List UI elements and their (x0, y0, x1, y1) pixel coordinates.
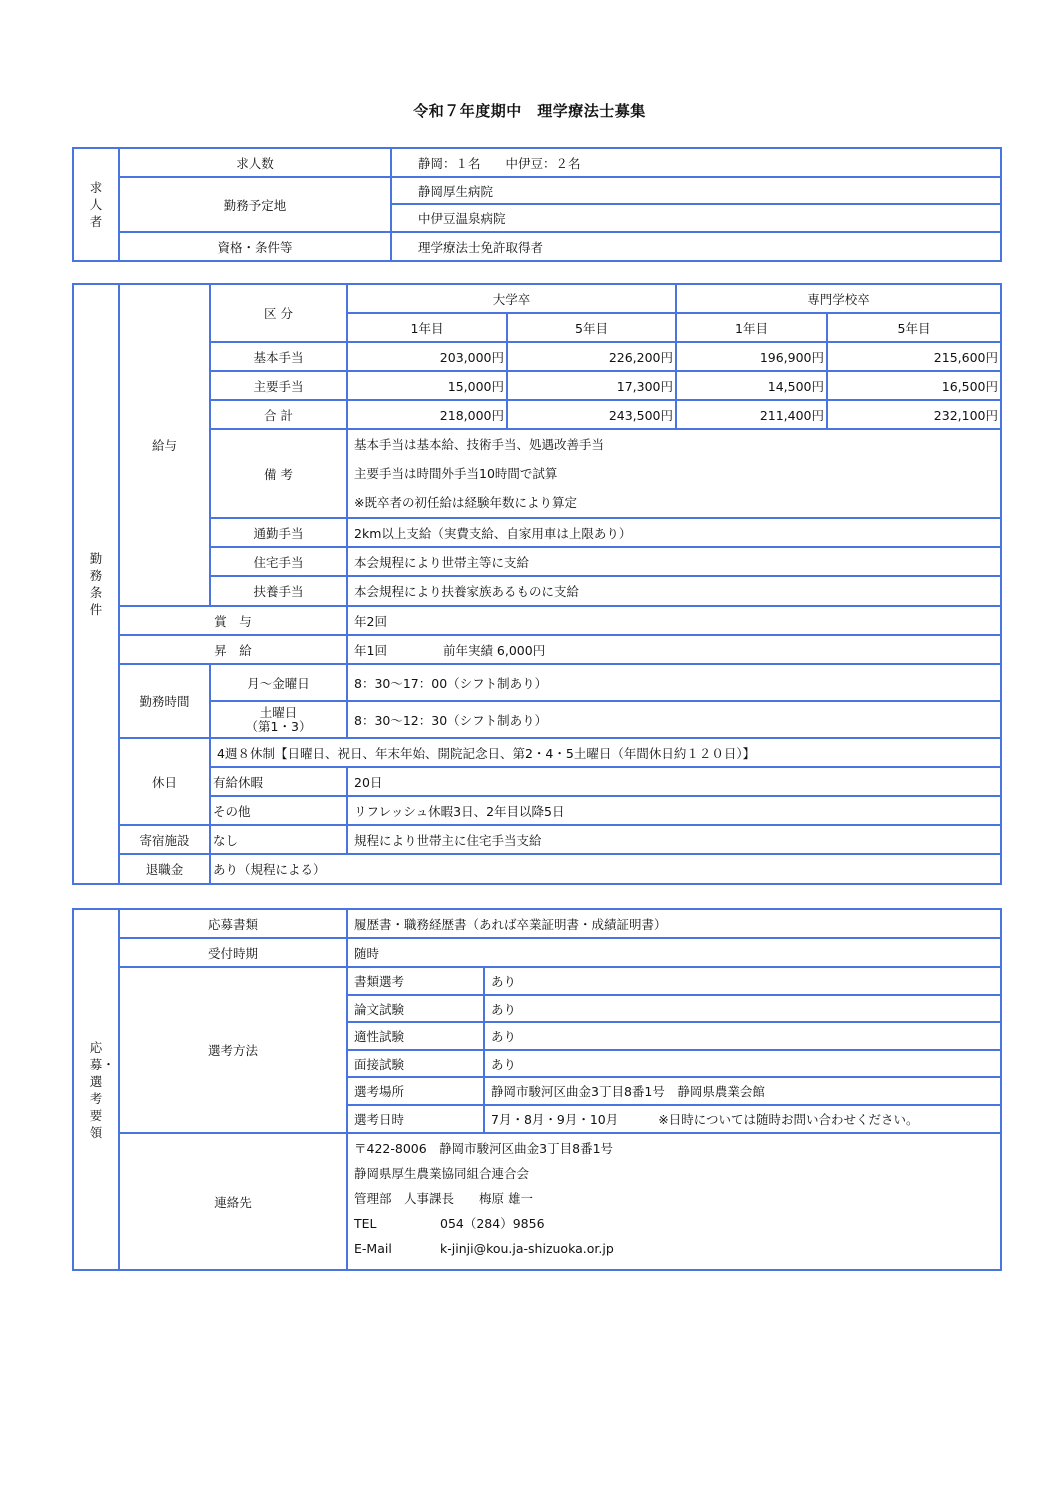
paid-leave-value: 20日 (347, 767, 1001, 796)
salary-label: 給与 (119, 284, 210, 606)
conditions-table (72, 283, 1002, 885)
date-note: ※日時については随時お問い合わせください。 (658, 1112, 919, 1127)
retire-label: 退職金 (119, 854, 210, 884)
method-item-value: あり (484, 1022, 1001, 1050)
contact-tel: TEL 054（284）9856 (354, 1216, 545, 1231)
method-item-label: 書類選考 (347, 967, 484, 995)
raise-value: 年1回 前年実績 6,000円 (347, 635, 1001, 664)
documents-value: 履歴書・職務経歴書（あれば卒業証明書・成績証明書） (347, 909, 1001, 938)
dorm-note: 規程により世帯主に住宅手当支給 (347, 825, 1001, 854)
contact-label: 連絡先 (119, 1133, 347, 1270)
raise-note: 前年実績 6,000円 (442, 642, 546, 658)
salary-cell: 15,000円 (347, 371, 507, 400)
salary-cell: 16,500円 (827, 371, 1001, 400)
count-label: 求人数 (119, 148, 391, 177)
page-title: 令和７年度期中 理学療法士募集 (413, 102, 646, 120)
salary-row (73, 371, 1001, 400)
qualification-value: 理学療法士免許取得者 (391, 232, 1001, 261)
salary-cell: 17,300円 (507, 371, 676, 400)
dorm-label: 寄宿施設 (119, 825, 210, 854)
qualification-label: 資格・条件等 (119, 232, 391, 261)
group-university: 大学卒 (347, 284, 676, 313)
method-label: 選考方法 (119, 967, 347, 1133)
salary-cell: 14,500円 (676, 371, 827, 400)
location-2: 中伊豆温泉病院 (391, 204, 1001, 232)
housing-label: 住宅手当 (210, 547, 347, 576)
salary-row (73, 400, 1001, 429)
salary-cell: 196,900円 (676, 342, 827, 371)
documents-label: 応募書類 (119, 909, 347, 938)
bonus-label: 賞 与 (119, 606, 347, 635)
contact-line: 管理部 人事課長 梅原 雄一 (354, 1191, 533, 1206)
dorm-value: なし (210, 825, 347, 854)
year-header: 1年目 (676, 313, 827, 342)
method-item-label: 選考場所 (347, 1077, 484, 1105)
saturday-value: 8：30～12：30（シフト制あり） (347, 701, 1001, 738)
date-label: 選考日時 (347, 1105, 484, 1133)
other-value: リフレッシュ休暇3日、2年目以降5日 (347, 796, 1001, 825)
conditions-side-label: 勤務条件 (73, 284, 119, 884)
notes-label: 備 考 (210, 429, 347, 518)
notes-value (347, 429, 1001, 518)
note-line: 主要手当は時間外手当10時間で試算 (354, 466, 558, 481)
salary-row-label: 合 計 (210, 400, 347, 429)
date-value: 7月・8月・9月・10月 ※日時については随時お問い合わせください。 (484, 1105, 1001, 1133)
salary-row (73, 342, 1001, 371)
salary-cell: 218,000円 (347, 400, 507, 429)
bonus-value: 年2回 (347, 606, 1001, 635)
salary-row-label: 基本手当 (210, 342, 347, 371)
holiday-value: 4週８休制【日曜日、祝日、年末年始、開院記念日、第2・4・5土曜日（年間休日約１２０日）】 (210, 738, 1001, 767)
method-item-value: 静岡市駿河区曲金3丁目8番1号 静岡県農業会館 (484, 1077, 1001, 1105)
group-vocational: 専門学校卒 (676, 284, 1001, 313)
weekday-value: 8：30～17：00（シフト制あり） (347, 664, 1001, 701)
note-line: ※既卒者の初任給は経験年数により算定 (354, 495, 577, 510)
salary-row-label: 主要手当 (210, 371, 347, 400)
recruiter-side-label: 求人者 (73, 148, 119, 261)
family-value: 本会規程により扶養家族あるものに支給 (347, 576, 1001, 606)
commute-label: 通勤手当 (210, 518, 347, 547)
note-line: 基本手当は基本給、技術手当、処遇改善手当 (354, 437, 605, 452)
period-value: 随時 (347, 938, 1001, 967)
retire-value: あり（規程による） (210, 854, 1001, 884)
year-header: 5年目 (827, 313, 1001, 342)
salary-cell: 215,600円 (827, 342, 1001, 371)
contact-line: 静岡県厚生農業協同組合連合会 (354, 1166, 530, 1181)
salary-cell: 203,000円 (347, 342, 507, 371)
recruiter-table (72, 147, 1002, 262)
location-1: 静岡厚生病院 (391, 177, 1001, 204)
year-header: 1年目 (347, 313, 507, 342)
method-item-label: 適性試験 (347, 1022, 484, 1050)
count-value: 静岡：１名 中伊豆：２名 (391, 148, 1001, 177)
mail-link[interactable]: k-jinji@kou.ja-shizuoka.or.jp (440, 1241, 614, 1256)
family-label: 扶養手当 (210, 576, 347, 606)
saturday-label: 土曜日 （第1・3） (210, 701, 347, 738)
period-label: 受付時期 (119, 938, 347, 967)
weekday-label: 月～金曜日 (210, 664, 347, 701)
contact-mail: E-Mail k-jinji@kou.ja-shizuoka.or.jp (354, 1241, 614, 1256)
method-item-value: あり (484, 967, 1001, 995)
commute-value: 2km以上支給（実費支給、自家用車は上限あり） (347, 518, 1001, 547)
method-item-label: 論文試験 (347, 995, 484, 1022)
method-item-value: あり (484, 995, 1001, 1022)
other-label: その他 (210, 796, 347, 825)
application-table (72, 908, 1002, 1271)
application-side-label: 応募・選考要領 (73, 909, 119, 1270)
salary-cell: 226,200円 (507, 342, 676, 371)
hours-label: 勤務時間 (119, 664, 210, 738)
contact-value (347, 1133, 1001, 1270)
salary-cell: 243,500円 (507, 400, 676, 429)
housing-value: 本会規程により世帯主等に支給 (347, 547, 1001, 576)
holiday-label: 休日 (119, 738, 210, 825)
method-item-label: 面接試験 (347, 1050, 484, 1077)
salary-cell: 211,400円 (676, 400, 827, 429)
location-label: 勤務予定地 (119, 177, 391, 232)
method-item-value: あり (484, 1050, 1001, 1077)
category-label: 区 分 (210, 284, 347, 342)
salary-cell: 232,100円 (827, 400, 1001, 429)
year-header: 5年目 (507, 313, 676, 342)
raise-label: 昇 給 (119, 635, 347, 664)
paid-leave-label: 有給休暇 (210, 767, 347, 796)
contact-line: 〒422-8006 静岡市駿河区曲金3丁目8番1号 (354, 1141, 614, 1156)
